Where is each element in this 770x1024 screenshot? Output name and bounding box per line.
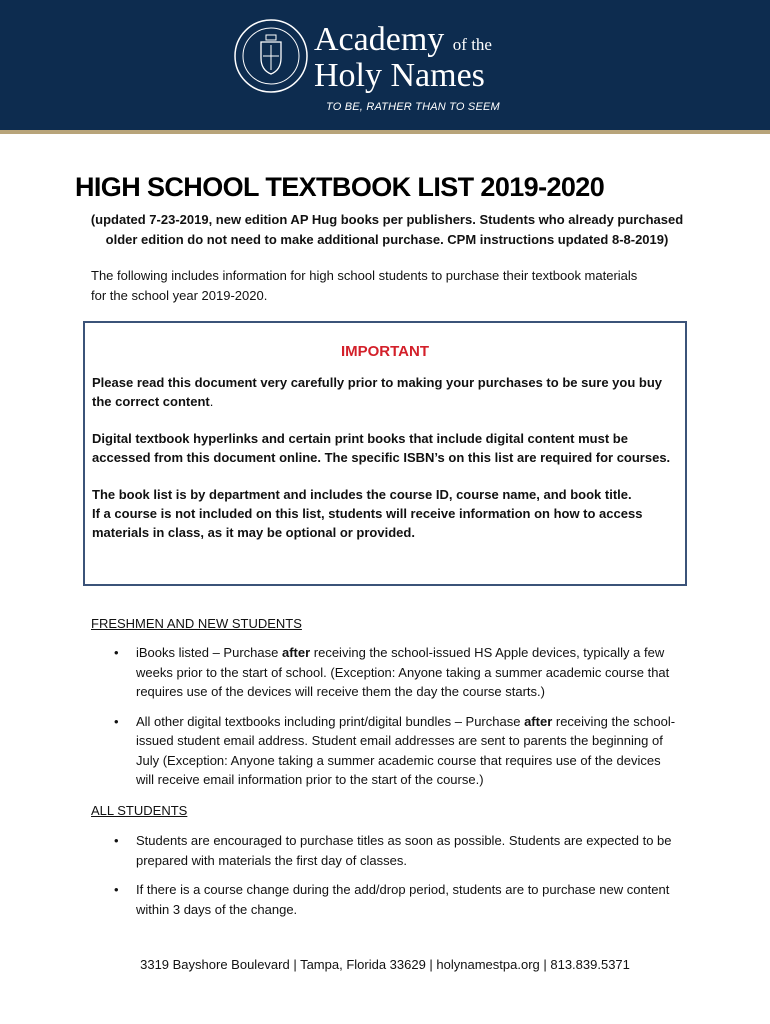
school-tagline: TO BE, RATHER THAN TO SEEM: [326, 101, 500, 113]
all-students-list: [91, 831, 681, 929]
logo-of-the: of the: [452, 35, 492, 54]
bullet-icon: •: [114, 645, 119, 660]
bullet-icon: •: [114, 713, 119, 729]
update-note: (updated 7-23-2019, new edition AP Hug books per publishers. Students who already purchased older edition do not need to make additional purchase. CPM instructions updated 8-8-2019): [90, 212, 684, 247]
important-notice-box: [83, 321, 687, 586]
logo-wordmark-line2: Holy Names: [314, 57, 485, 94]
bullet-icon: •: [114, 882, 119, 897]
list-item: • All other digital textbooks including print/digital bundles – Purchase after receiving the school-issued student email address. Student email addresses are sent to parents the beginning of July (Exception: Anyone taking a summer academic course that requires use of the devices will receive email information prior to the start of the course.): [114, 713, 676, 787]
list-item: • iBooks listed – Purchase after receiving the school-issued HS Apple devices, typically a few weeks prior to the start of school. (Exception: Anyone taking a summer academic course that requires use of the devices will receive them the day the course starts.): [114, 645, 670, 699]
important-paragraph-2: Digital textbook hyperlinks and certain print books that include digital content must be accessed from this document online. The specific ISBN’s on this list are required for courses.: [92, 431, 671, 465]
important-heading: IMPORTANT: [340, 343, 430, 360]
intro-paragraph: The following includes information for high school students to purchase their textbook materials for the school year 2019-2020.: [91, 268, 638, 303]
logo-wordmark-line1: Academy of the: [314, 21, 492, 58]
footer-contact: 3319 Bayshore Boulevard | Tampa, Florida 33629 | holynamestpa.org | 813.839.5371: [140, 957, 630, 972]
important-paragraph-1: Please read this document very carefully prior to making your purchases to be sure you buy the correct content.: [92, 375, 663, 409]
list-item: • Students are encouraged to purchase titles as soon as possible. Students are expected to be prepared with materials the first day of classes.: [114, 833, 672, 868]
freshmen-list: [91, 643, 681, 800]
important-body: [92, 373, 676, 560]
header-gold-rule: [0, 130, 770, 134]
bullet-icon: •: [114, 833, 119, 848]
important-paragraph-3: The book list is by department and includes the course ID, course name, and book title. If a course is not included on this list, students will receive information on how to access materials in class, as it may be optional or provided.: [92, 487, 643, 540]
school-crest-seal-icon: [233, 18, 309, 94]
page-title: HIGH SCHOOL TEXTBOOK LIST 2019-2020: [75, 172, 605, 202]
header-banner: [0, 0, 770, 130]
list-item: • If there is a course change during the add/drop period, students are to purchase new content within 3 days of the change.: [114, 882, 670, 917]
all-students-heading: ALL STUDENTS: [91, 803, 188, 818]
freshmen-heading: FRESHMEN AND NEW STUDENTS: [91, 616, 302, 631]
